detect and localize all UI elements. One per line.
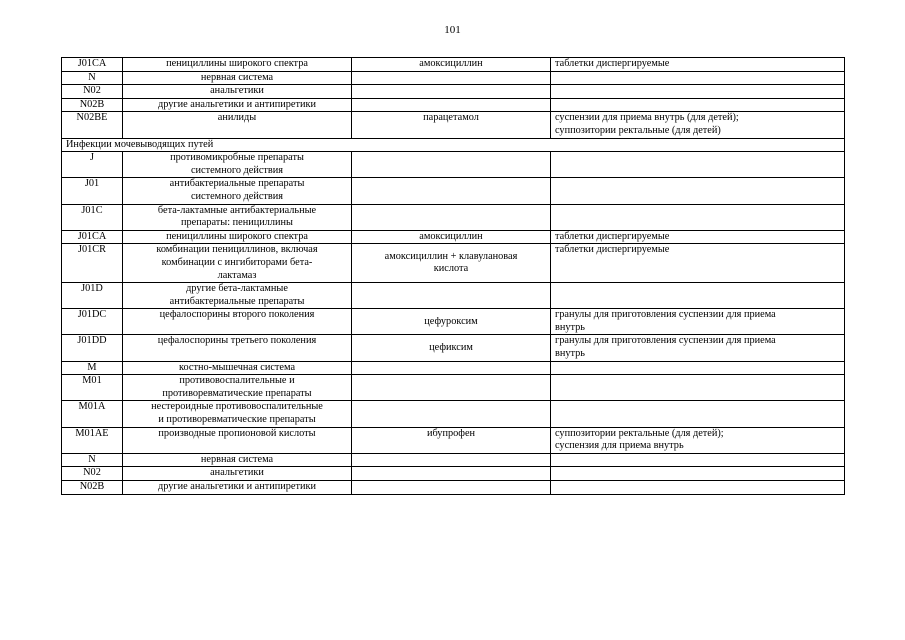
atc-class-cell [123, 375, 352, 401]
drug-name-cell [352, 98, 551, 112]
table-row [62, 204, 845, 230]
atc-class-cell-line: антибактериальные препараты [169, 178, 305, 190]
atc-class-cell [123, 98, 352, 112]
atc-class-cell [123, 309, 352, 335]
drug-name-cell [352, 152, 551, 178]
table-row [62, 283, 845, 309]
atc-class-cell [123, 453, 352, 467]
atc-code-cell: J01DC [62, 309, 123, 335]
atc-class-cell [123, 71, 352, 85]
drug-name-cell [352, 71, 551, 85]
drug-name-cell [352, 375, 551, 401]
atc-class-cell-line: нервная система [200, 71, 274, 83]
drug-name-cell [352, 401, 551, 427]
dosage-form-cell-line: таблетки диспергируемые [555, 230, 670, 242]
atc-class-cell [123, 85, 352, 99]
dosage-form-cell [551, 152, 845, 178]
dosage-form-cell [551, 58, 845, 72]
drug-name-cell-line: амоксициллин + клавулановая [384, 250, 518, 262]
drug-name-cell-line: ибупрофен [426, 427, 476, 439]
atc-class-cell-line: противоревматические препараты [162, 387, 312, 399]
drug-name-cell [352, 453, 551, 467]
drug-table [61, 57, 845, 495]
table-row [62, 467, 845, 481]
atc-class-cell [123, 401, 352, 427]
atc-code-cell: N02BE [62, 112, 123, 138]
drug-name-cell-line: амоксициллин [419, 58, 483, 69]
drug-name-cell-line: цефиксим [429, 341, 473, 353]
dosage-form-cell [551, 427, 845, 453]
dosage-form-cell [551, 453, 845, 467]
table-row [62, 401, 845, 427]
drug-name-cell-line: кислота [433, 263, 469, 275]
atc-class-cell [123, 112, 352, 138]
table-row [62, 112, 845, 138]
table-row [62, 361, 845, 375]
drug-name-cell [352, 85, 551, 99]
dosage-form-cell-line: гранулы для приготовления суспензии для приема [555, 335, 776, 347]
atc-class-cell-line: противомикробные препараты [170, 152, 304, 164]
table-row [62, 309, 845, 335]
table-row [62, 453, 845, 467]
table-row [62, 178, 845, 204]
drug-name-cell [352, 427, 551, 453]
section-heading: Инфекции мочевыводящих путей [62, 138, 845, 152]
atc-class-cell-line: другие анальгетики и антипиретики [157, 98, 317, 110]
table-row [62, 375, 845, 401]
table-row [62, 427, 845, 453]
atc-code-cell: N [62, 453, 123, 467]
atc-class-cell-line: препараты: пенициллины [181, 217, 293, 229]
atc-class-cell-line: лактамаз [217, 269, 257, 281]
atc-class-cell-line: комбинации с ингибиторами бета- [161, 256, 313, 268]
atc-class-cell [123, 361, 352, 375]
table-row [62, 98, 845, 112]
drug-name-cell [352, 112, 551, 138]
atc-class-cell-line: другие бета-лактамные [186, 283, 288, 295]
atc-class-cell-line: нервная система [200, 453, 274, 465]
dosage-form-cell [551, 283, 845, 309]
drug-name-cell-line: парацетамол [423, 112, 479, 124]
atc-code-cell: M [62, 361, 123, 375]
dosage-form-cell-line: суспензии для приема внутрь (для детей); [555, 112, 739, 124]
dosage-form-cell [551, 335, 845, 361]
atc-class-cell-line: цефалоспорины третьего поколения [157, 335, 317, 347]
dosage-form-cell-line: таблетки диспергируемые [555, 58, 670, 69]
table-row [62, 335, 845, 361]
drug-name-cell [352, 283, 551, 309]
atc-code-cell: J01D [62, 283, 123, 309]
atc-class-cell-line: антибактериальные препараты [169, 295, 305, 307]
atc-code-cell: N02 [62, 467, 123, 481]
atc-class-cell-line: нестероидные противовоспалительные [151, 401, 323, 413]
atc-class-cell-line: пенициллины широкого спектра [166, 58, 308, 69]
dosage-form-cell [551, 309, 845, 335]
dosage-form-cell-line: внутрь [555, 321, 585, 333]
dosage-form-cell [551, 481, 845, 495]
atc-class-cell-line: и противоревматические препараты [158, 414, 316, 426]
atc-class-cell-line: анилиды [217, 112, 257, 124]
table-row [62, 71, 845, 85]
atc-class-cell-line: противовоспалительные и [179, 375, 295, 387]
atc-code-cell: J01CA [62, 230, 123, 244]
drug-name-cell [352, 335, 551, 361]
atc-class-cell [123, 467, 352, 481]
drug-name-cell-line: цефуроксим [424, 315, 478, 327]
table-row [62, 58, 845, 72]
table-row [62, 152, 845, 178]
dosage-form-cell [551, 230, 845, 244]
atc-class-cell [123, 178, 352, 204]
atc-class-cell [123, 481, 352, 495]
dosage-form-cell-line: суспензия для приема внутрь [555, 440, 684, 452]
atc-code-cell: J01CA [62, 58, 123, 72]
dosage-form-cell-line: таблетки диспергируемые [555, 244, 670, 256]
drug-name-cell [352, 230, 551, 244]
dosage-form-cell [551, 71, 845, 85]
table-row [62, 481, 845, 495]
dosage-form-cell [551, 204, 845, 230]
dosage-form-cell-line: гранулы для приготовления суспензии для приема [555, 309, 776, 321]
atc-class-cell-line: системного действия [190, 190, 284, 202]
atc-code-cell: J01C [62, 204, 123, 230]
drug-name-cell [352, 467, 551, 481]
dosage-form-cell [551, 467, 845, 481]
drug-name-cell [352, 204, 551, 230]
atc-code-cell: N02B [62, 481, 123, 495]
dosage-form-cell [551, 361, 845, 375]
atc-class-cell-line: производные пропионовой кислоты [158, 427, 316, 439]
page-number: 101 [444, 24, 461, 36]
atc-class-cell-line: анальгетики [210, 467, 264, 479]
drug-name-cell [352, 58, 551, 72]
atc-class-cell-line: бета-лактамные антибактериальные [157, 204, 317, 216]
table-row [62, 230, 845, 244]
atc-class-cell [123, 335, 352, 361]
atc-code-cell: J01DD [62, 335, 123, 361]
drug-name-cell [352, 178, 551, 204]
atc-class-cell-line: цефалоспорины второго поколения [159, 309, 315, 321]
atc-class-cell-line: другие анальгетики и антипиретики [157, 481, 317, 492]
atc-code-cell: J01CR [62, 244, 123, 283]
dosage-form-cell [551, 178, 845, 204]
dosage-form-cell [551, 401, 845, 427]
table-row [62, 85, 845, 99]
atc-class-cell-line: костно-мышечная система [178, 361, 296, 373]
table-row [62, 138, 845, 152]
drug-name-cell [352, 361, 551, 375]
atc-class-cell [123, 58, 352, 72]
drug-table-body [62, 58, 845, 495]
dosage-form-cell [551, 112, 845, 138]
atc-code-cell: M01 [62, 375, 123, 401]
dosage-form-cell [551, 375, 845, 401]
atc-code-cell: M01A [62, 401, 123, 427]
dosage-form-cell [551, 85, 845, 99]
atc-class-cell [123, 244, 352, 283]
dosage-form-cell [551, 244, 845, 283]
drug-name-cell [352, 309, 551, 335]
dosage-form-cell-line: внутрь [555, 348, 585, 360]
atc-class-cell-line: комбинации пенициллинов, включая [156, 244, 318, 256]
atc-code-cell: J [62, 152, 123, 178]
atc-class-cell-line: системного действия [190, 164, 284, 176]
atc-class-cell [123, 230, 352, 244]
atc-code-cell: J01 [62, 178, 123, 204]
atc-class-cell-line: пенициллины широкого спектра [166, 230, 308, 242]
drug-name-cell [352, 244, 551, 283]
drug-name-cell-line: амоксициллин [419, 230, 483, 242]
dosage-form-cell-line: суппозитории ректальные (для детей); [555, 427, 724, 439]
atc-class-cell-line: анальгетики [210, 85, 264, 97]
atc-code-cell: N02B [62, 98, 123, 112]
table-row [62, 244, 845, 283]
atc-class-cell [123, 427, 352, 453]
atc-class-cell [123, 204, 352, 230]
dosage-form-cell [551, 98, 845, 112]
atc-class-cell [123, 283, 352, 309]
drug-name-cell [352, 481, 551, 495]
dosage-form-cell-line: суппозитории ректальные (для детей) [555, 124, 721, 136]
atc-code-cell: M01AE [62, 427, 123, 453]
atc-code-cell: N [62, 71, 123, 85]
atc-code-cell: N02 [62, 85, 123, 99]
atc-class-cell [123, 152, 352, 178]
